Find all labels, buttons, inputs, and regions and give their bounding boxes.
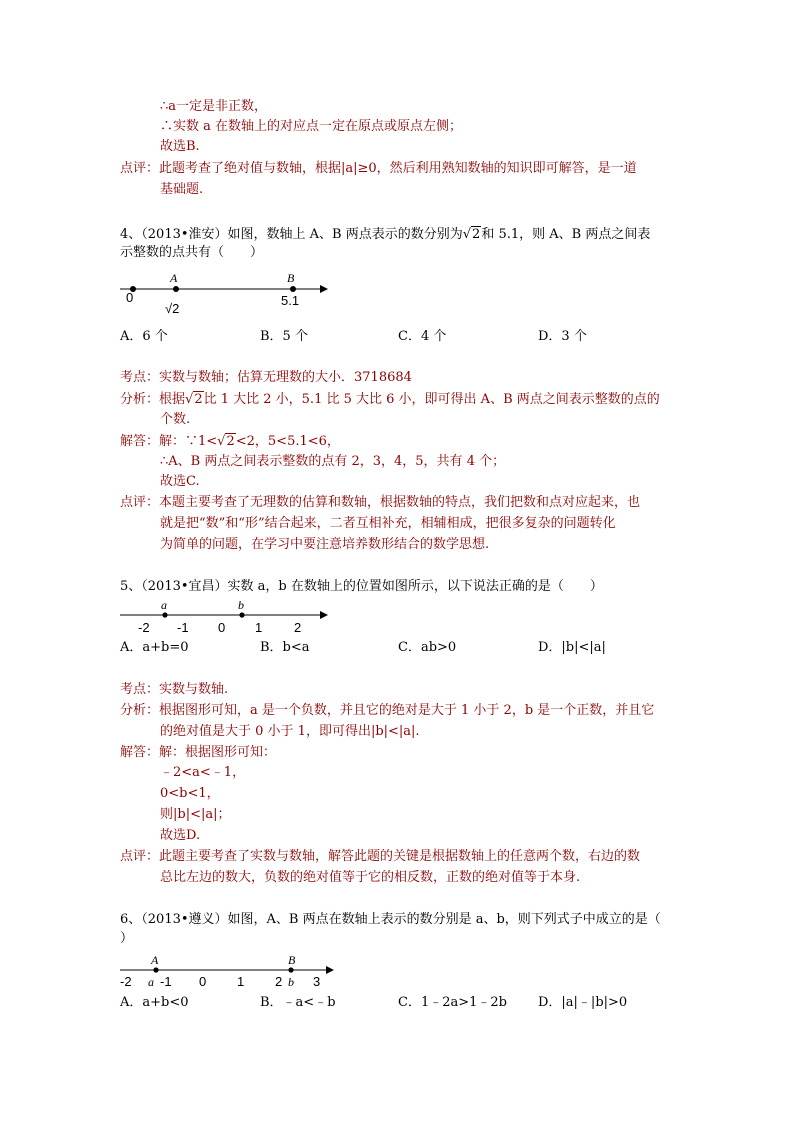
q5-tick-0: 0 bbox=[218, 620, 226, 635]
q5-option-d: D．|b|<|a| bbox=[538, 640, 606, 655]
q4-label-B: B bbox=[287, 271, 295, 285]
q4-point-a bbox=[173, 286, 179, 292]
q6-stem-1: 6、（2013•遵义）如图，A、B 两点在数轴上表示的数分别是 a、b，则下列式子中成立的是（ bbox=[120, 912, 661, 927]
q6-tick-neg2: -2 bbox=[120, 974, 132, 989]
prev-conclusion-1: ∴a一定是非正数， bbox=[160, 99, 268, 114]
q6-tick-1: 1 bbox=[237, 974, 245, 989]
q6-label-A: A bbox=[151, 953, 159, 967]
q6-label-a: a bbox=[148, 975, 154, 989]
q4-number-line bbox=[118, 268, 338, 318]
q4-option-a: A．6 个 bbox=[120, 329, 168, 344]
q4-label-sqrt2: √2 bbox=[165, 301, 180, 316]
q4-label-5-1: 5.1 bbox=[281, 293, 300, 308]
q5-kaodian: 考点：实数与数轴. bbox=[120, 682, 229, 697]
q4-jieda-3: 故选C. bbox=[160, 474, 200, 489]
q4-dianping-3: 为简单的问题，在学习中要注意培养数形结合的数学思想. bbox=[160, 537, 490, 552]
q4-jieda-rest: <2，5<5.1<6， bbox=[235, 434, 340, 449]
q5-stem: 5、（2013•宜昌）实数 a，b 在数轴上的位置如图所示，以下说法正确的是（ ） bbox=[120, 579, 603, 594]
q6-label-B: B bbox=[288, 953, 296, 967]
q5-jieda-4: 则|b|<|a|； bbox=[160, 807, 231, 822]
q6-option-d: D．|a|﹣|b|>0 bbox=[538, 995, 628, 1010]
q5-jieda-2: ﹣2<a<﹣1， bbox=[160, 765, 246, 780]
q4-point-b bbox=[290, 286, 296, 292]
q5-dianping-2: 总比左边的数大，负数的绝对值等于它的相反数，正数的绝对值等于本身. bbox=[160, 870, 581, 885]
sqrt2-symbol: √2 bbox=[185, 392, 203, 407]
prev-comment-2: 基础题. bbox=[160, 182, 204, 197]
q4-fenxi-1 bbox=[120, 391, 660, 409]
q6-axis-arrow bbox=[326, 966, 334, 974]
q6-tick-3: 3 bbox=[313, 974, 321, 989]
q4-fenxi-rest: 比 1 大比 2 小，5.1 比 5 大比 6 小，即可得出 A、B 两点之间表示整数的点的 bbox=[203, 392, 660, 407]
q6-point-b bbox=[288, 967, 293, 972]
q6-point-a bbox=[153, 967, 158, 972]
q5-tick-2: 2 bbox=[294, 620, 302, 635]
q4-stem-text-b: 和 5.1，则 A、B 两点之间表 bbox=[481, 227, 651, 242]
q4-stem-text-a: 4、（2013•淮安）如图，数轴上 A、B 两点表示的数分别为 bbox=[120, 227, 463, 242]
q5-dianping-1: 点评：此题主要考查了实数与数轴，解答此题的关键是根据数轴上的任意两个数，右边的数 bbox=[120, 849, 641, 864]
q4-jieda-1 bbox=[120, 433, 340, 451]
q4-option-d: D．3 个 bbox=[538, 329, 587, 344]
q5-jieda-5: 故选D. bbox=[160, 828, 201, 843]
q4-kaodian: 考点：实数与数轴；估算无理数的大小．3718684 bbox=[120, 370, 412, 385]
q5-tick-neg2: -2 bbox=[138, 620, 150, 635]
q4-fenxi-prefix: 分析：根据 bbox=[120, 392, 186, 407]
q6-option-c: C．1﹣2a>1﹣2b bbox=[398, 995, 507, 1010]
q5-option-b: B．b<a bbox=[260, 640, 310, 655]
q5-tick-1: 1 bbox=[255, 620, 263, 635]
q6-label-b: b bbox=[288, 975, 294, 989]
q4-fenxi-2: 个数. bbox=[160, 412, 191, 427]
q5-fenxi-2: 的绝对值是大于 0 小于 1，即可得出|b|<|a|. bbox=[160, 724, 420, 739]
q4-axis-arrow bbox=[320, 285, 328, 293]
q4-option-c: C．4 个 bbox=[398, 329, 447, 344]
q4-label-A: A bbox=[170, 271, 178, 285]
q6-tick-0: 0 bbox=[199, 974, 207, 989]
q4-label-0: 0 bbox=[126, 290, 134, 305]
prev-answer: 故选B. bbox=[160, 139, 200, 154]
sqrt2-symbol: √2 bbox=[462, 227, 481, 242]
q5-jieda-3: 0<b<1， bbox=[160, 786, 220, 801]
q5-fenxi-1: 分析：根据图形可知，a 是一个负数，并且它的绝对是大于 1 小于 2，b 是一个正数，并且它 bbox=[120, 703, 655, 718]
q6-tick-2: 2 bbox=[275, 974, 283, 989]
q5-label-a: a bbox=[161, 598, 167, 612]
q6-option-a: A．a+b<0 bbox=[120, 995, 189, 1010]
q5-point-a bbox=[162, 612, 167, 617]
q5-axis-arrow bbox=[320, 611, 328, 619]
q6-option-b: B．﹣a<﹣b bbox=[260, 995, 336, 1010]
prev-conclusion-2: ∴实数 a 在数轴上的对应点一定在原点或原点左侧； bbox=[160, 119, 463, 134]
q4-dianping-1: 点评：本题主要考查了无理数的估算和数轴，根据数轴的特点，我们把数和点对应起来，也 bbox=[120, 495, 641, 510]
q5-tick-neg1: -1 bbox=[177, 620, 189, 635]
prev-comment-1: 点评：此题考查了绝对值与数轴，根据|a|≥0，然后利用熟知数轴的知识即可解答，是一道 bbox=[120, 161, 637, 176]
q6-tick-neg1: -1 bbox=[160, 974, 172, 989]
sqrt2-symbol: √2 bbox=[217, 434, 235, 449]
q4-jieda-2: ∴A、B 两点之间表示整数的点有 2，3，4，5，共有 4 个； bbox=[160, 454, 506, 469]
q4-dianping-2: 就是把“数”和“形”结合起来，二者互相补充，相辅相成，把很多复杂的问题转化 bbox=[160, 516, 616, 531]
q5-jieda-1: 解答：解：根据图形可知： bbox=[120, 745, 277, 760]
q6-number-line bbox=[118, 950, 343, 990]
q5-option-c: C．ab>0 bbox=[398, 640, 457, 655]
q5-number-line bbox=[118, 597, 338, 635]
q5-label-b: b bbox=[238, 598, 244, 612]
q4-stem-2: 示整数的点共有（ ） bbox=[120, 245, 264, 260]
q4-stem-1 bbox=[120, 226, 650, 244]
q4-option-b: B．5 个 bbox=[260, 329, 308, 344]
q6-stem-2: ） bbox=[120, 931, 134, 946]
q5-option-a: A．a+b=0 bbox=[120, 640, 189, 655]
q5-point-b bbox=[239, 612, 244, 617]
q4-jieda-prefix: 解答：解：∵1< bbox=[120, 434, 218, 449]
